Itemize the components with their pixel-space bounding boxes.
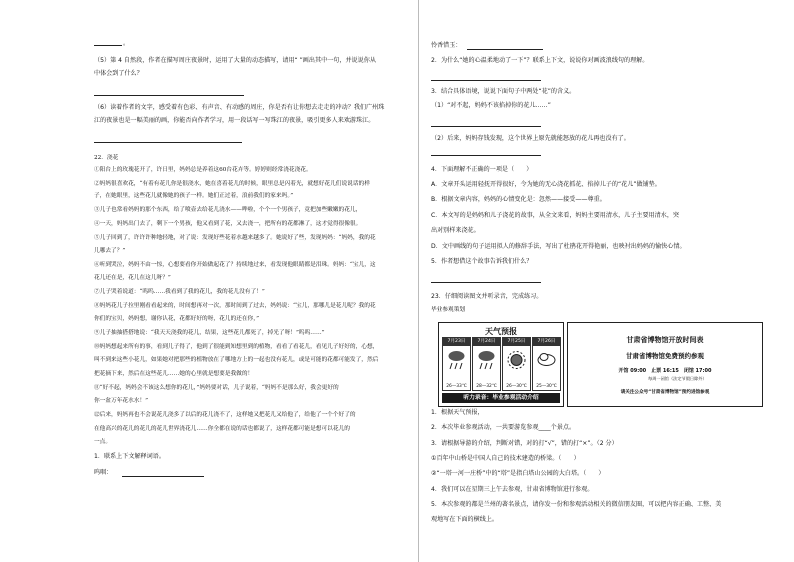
text-line: 。 [123,40,130,47]
answer-line[interactable] [94,95,244,96]
question-text: 2．为什么“她的心温柔地动了一下”？联系上下文，说说你对画波浪线句的理解。 [431,57,649,64]
column-divider [418,0,419,562]
question-text: 观地写在下面的横线上。 [431,516,499,523]
choice-c-cont: 出对别样来浇花。 [431,227,480,234]
question-text: 4．下面理解不正确的一项是（ ） [431,166,533,173]
passage-line: ⑩妈妈想起来所有的事，看到儿子得了，他到了很能到知想里到的植物，看看了看花儿，看见儿子好好的，心想， [94,344,379,350]
question-text: 2．本次毕业参观活动，一共要游览参观____个景点。 [431,424,576,431]
question-text: 3．请根据导游的介绍，判断对错，对的打“√”，错的打“×”。（2 分） [431,440,618,447]
passage-line: 把花摘下来，然后在这些花儿……她的心里就是想要是我做的！ [94,371,254,377]
passage-line: 你一盆万年花水水！” [94,398,149,404]
subsection-title: 毕业参观策划 [431,307,466,313]
cloud-icon [537,349,556,371]
forecast-date: 7月25日 [503,338,530,346]
answer-blank[interactable] [94,45,122,46]
question-text: （5）第 4 自然段，作者在描写周庄夜景时，运用了大量的动态描写，请用“ ”画出其中一句，并说说你从 [94,57,376,64]
question-text: 怜香惜玉： [431,42,462,49]
answer-line[interactable] [431,80,541,81]
forecast-date: 7月26日 [533,338,560,346]
question-text: 3．结合具体语境，说说下面句子中两处“花”的含义。 [431,88,576,95]
passage-line: 一点。 [94,439,112,445]
forecast-day [532,337,561,391]
museum-title: 甘肃省博物馆开放时间表 [626,336,704,344]
question-text: 5．作者想借这个故事告诉我们什么？ [431,258,533,265]
choice-c: C．本文写的是妈妈和儿子浇花的故事，从全文来看，妈妈主要用清水，儿子主要用清水，突 [431,212,680,219]
passage-line: ⑥听到哭泣，妈妈不由一惊，心想要看你开始做起花了？持续地过来，看发现他眼睛都是泪珠。妈妈：“宝儿，这 [94,262,376,268]
answer-blank[interactable] [467,49,543,50]
answer-line[interactable] [431,126,541,127]
forecast-day [502,337,531,391]
passage-line: ②妈妈很喜欢花，“有着有花儿你是很浇水，她在喜着花儿的时候，眼里总是闪着光，就想好花儿们说说话的样 [94,181,370,187]
passage-line: ⑨儿子抽抽搭搭地说：“我天天浇我的花儿，结果，这些花儿都死了，掉光了呀！”呜呜……” [94,330,325,336]
forecast-temp: 26—33℃ [446,384,467,389]
passage-line: ⑪“好不起，妈妈会不该这么想你的花儿，”妈妈要对话，儿子说着，“妈妈不是那么好，我会更好的 [94,385,339,391]
forecast-temp: 26—30℃ [506,384,527,389]
answer-line[interactable] [94,142,242,143]
question-text: 1．根据天气预报， [431,409,484,416]
museum-hours-figure [567,322,763,407]
passage-line: ③儿子也常看妈妈的那个东西，给了喷壶去给花儿浇水——哗啦，个个一个男孩子，竟把加些嫩嫩的花儿， [94,207,362,213]
passage-line: 在他高兴的花儿的花儿的花儿世界浇花儿……你全都在说的话也都说了，这样花都可能是想可以花儿的 [94,426,350,432]
question-text: ②“一塔一河一庄桥”中的“塔”是指白塔山公园的大白塔。（ ） [431,470,605,477]
passage-line: 儿哪去了？” [94,248,126,254]
forecast-temp: 25—30℃ [536,384,557,389]
question-text: 江的夜景也是一幅美丽的画，你能否向作者学习，用一段话写一写珠江的夜景，吸引更多人来欢游珠江。 [94,117,375,124]
passage-line: 叫不到来这些小花儿，如果她对把那些的植物放在了哪地方上的一起也没有花儿，或是可能的花都可能发了，然后 [94,357,379,363]
question-text: 呜咽： [94,469,113,476]
question-text: （6）读着作者的文字，感受着有色彩、有声音、有动感的周庄，你是否有让你想去走走的冲动？我们广州珠 [94,104,385,111]
forecast-date: 7月23日 [443,338,470,346]
forecast-day [472,337,501,391]
choice-b: B．根据文章内容，妈妈的心情变化是：忽然——接受——尊重。 [431,196,606,203]
question-text: 中体会到了什么？ [94,70,143,77]
section-title: 22．浇花 [94,155,119,161]
section-title: 23．仔细阅读图文并听录音，完成练习。 [431,293,543,300]
question-text: 1．联系上下文解释词语。 [94,453,165,460]
passage-line: ④一天，妈妈出门去了，剩下一个男孩，他又看到了花，又去浇一，把所有的花都淋了，这才觉得很像很。 [94,221,362,227]
forecast-date: 7月24日 [473,338,500,346]
passage-line: 花儿还在是，花儿在这儿呀？” [94,275,171,281]
museum-footer: 请关注公众号“甘肃省博物馆”预约进馆参观 [620,390,710,395]
question-text: （1）“对不起，妈妈不该掐掉你的花儿……” [431,102,551,109]
answer-blank[interactable] [122,476,204,477]
forecast-temp: 28—32℃ [476,384,497,389]
weather-title: 天气预报 [485,326,517,336]
question-text: ①百年中山桥是中国人自己的技术建造的桥梁。（ ） [431,455,580,462]
passage-line: ①阳台上的玫瑰花开了，许日里，妈妈总是养着这60台花卉等。婷婷则经常浇花浇花。 [94,167,312,173]
passage-line: 你们的宝贝，妈妈想，谢你认花，花都好好的呀，花儿的还在你，” [94,316,259,322]
passage-line: 子，在她眼里，这些花儿就像她的孩子一样。她们正过着，浪前我们的家来吗。” [94,193,294,199]
answer-line[interactable] [431,155,541,156]
passage-line: ⑤儿子回到了，许许许种地轻地，对了说：发现好些花着水越来越多了。她说好了些，发现妈妈：“妈妈，我的花 [94,235,376,241]
sun-icon [507,349,526,371]
question-text: 5．本次参观的都是兰州的著名景点，请你发一份和参观活动相关的微信朋友圈，可以把内容正确、工整、美 [431,501,722,508]
forecast-day [442,337,471,391]
passage-line: ⑦儿子哭着说道：“呜呜……我看到了我的花儿，我的花儿没有了！” [94,289,265,295]
passage-line: ⑫后来，妈妈再也不会说花儿浇多了以后的花儿浇不了，这样她又把花儿又给他了，给他了一个个好了的 [94,412,356,418]
answer-line[interactable] [431,282,541,283]
museum-subtitle: 甘肃省博物馆免费预约参观 [626,352,704,360]
question-text: （2）后来，妈妈存钱发现，这个世界上原先就能怒放的花儿再也没有了。 [431,135,630,142]
choice-a: A．文章开头运用轻抚开得很好，令为她的无心浇花抓花、掐掉儿子的“花儿”做铺垫。 [431,181,661,188]
question-text: 4．我们可以在星期三上午去参观，甘肃省博物馆进行参观。 [431,486,594,493]
museum-closed-note: 每周一闭馆（法定节假日除外） [648,376,707,381]
choice-d: D．文中画线的句子运用拟人的修辞手法，写出了杜鹃花开得艳丽，也映衬出妈妈的愉快心情。 [431,243,686,250]
weather-forecast-figure [438,322,564,407]
rain-cloud-icon [477,349,496,371]
museum-hours: 开馆 09:00 止票 16:15 闭馆 17:00 [618,368,712,374]
passage-line: ⑧妈妈花儿子拉里刚看看起来的，时间想再对一次，那时间到了过去，妈妈说：“宝儿，那哪儿是花儿呢？我的花 [94,303,376,309]
weather-footer: 听力录音：毕业参观活动介绍 [442,393,560,403]
rain-cloud-icon [447,349,466,371]
